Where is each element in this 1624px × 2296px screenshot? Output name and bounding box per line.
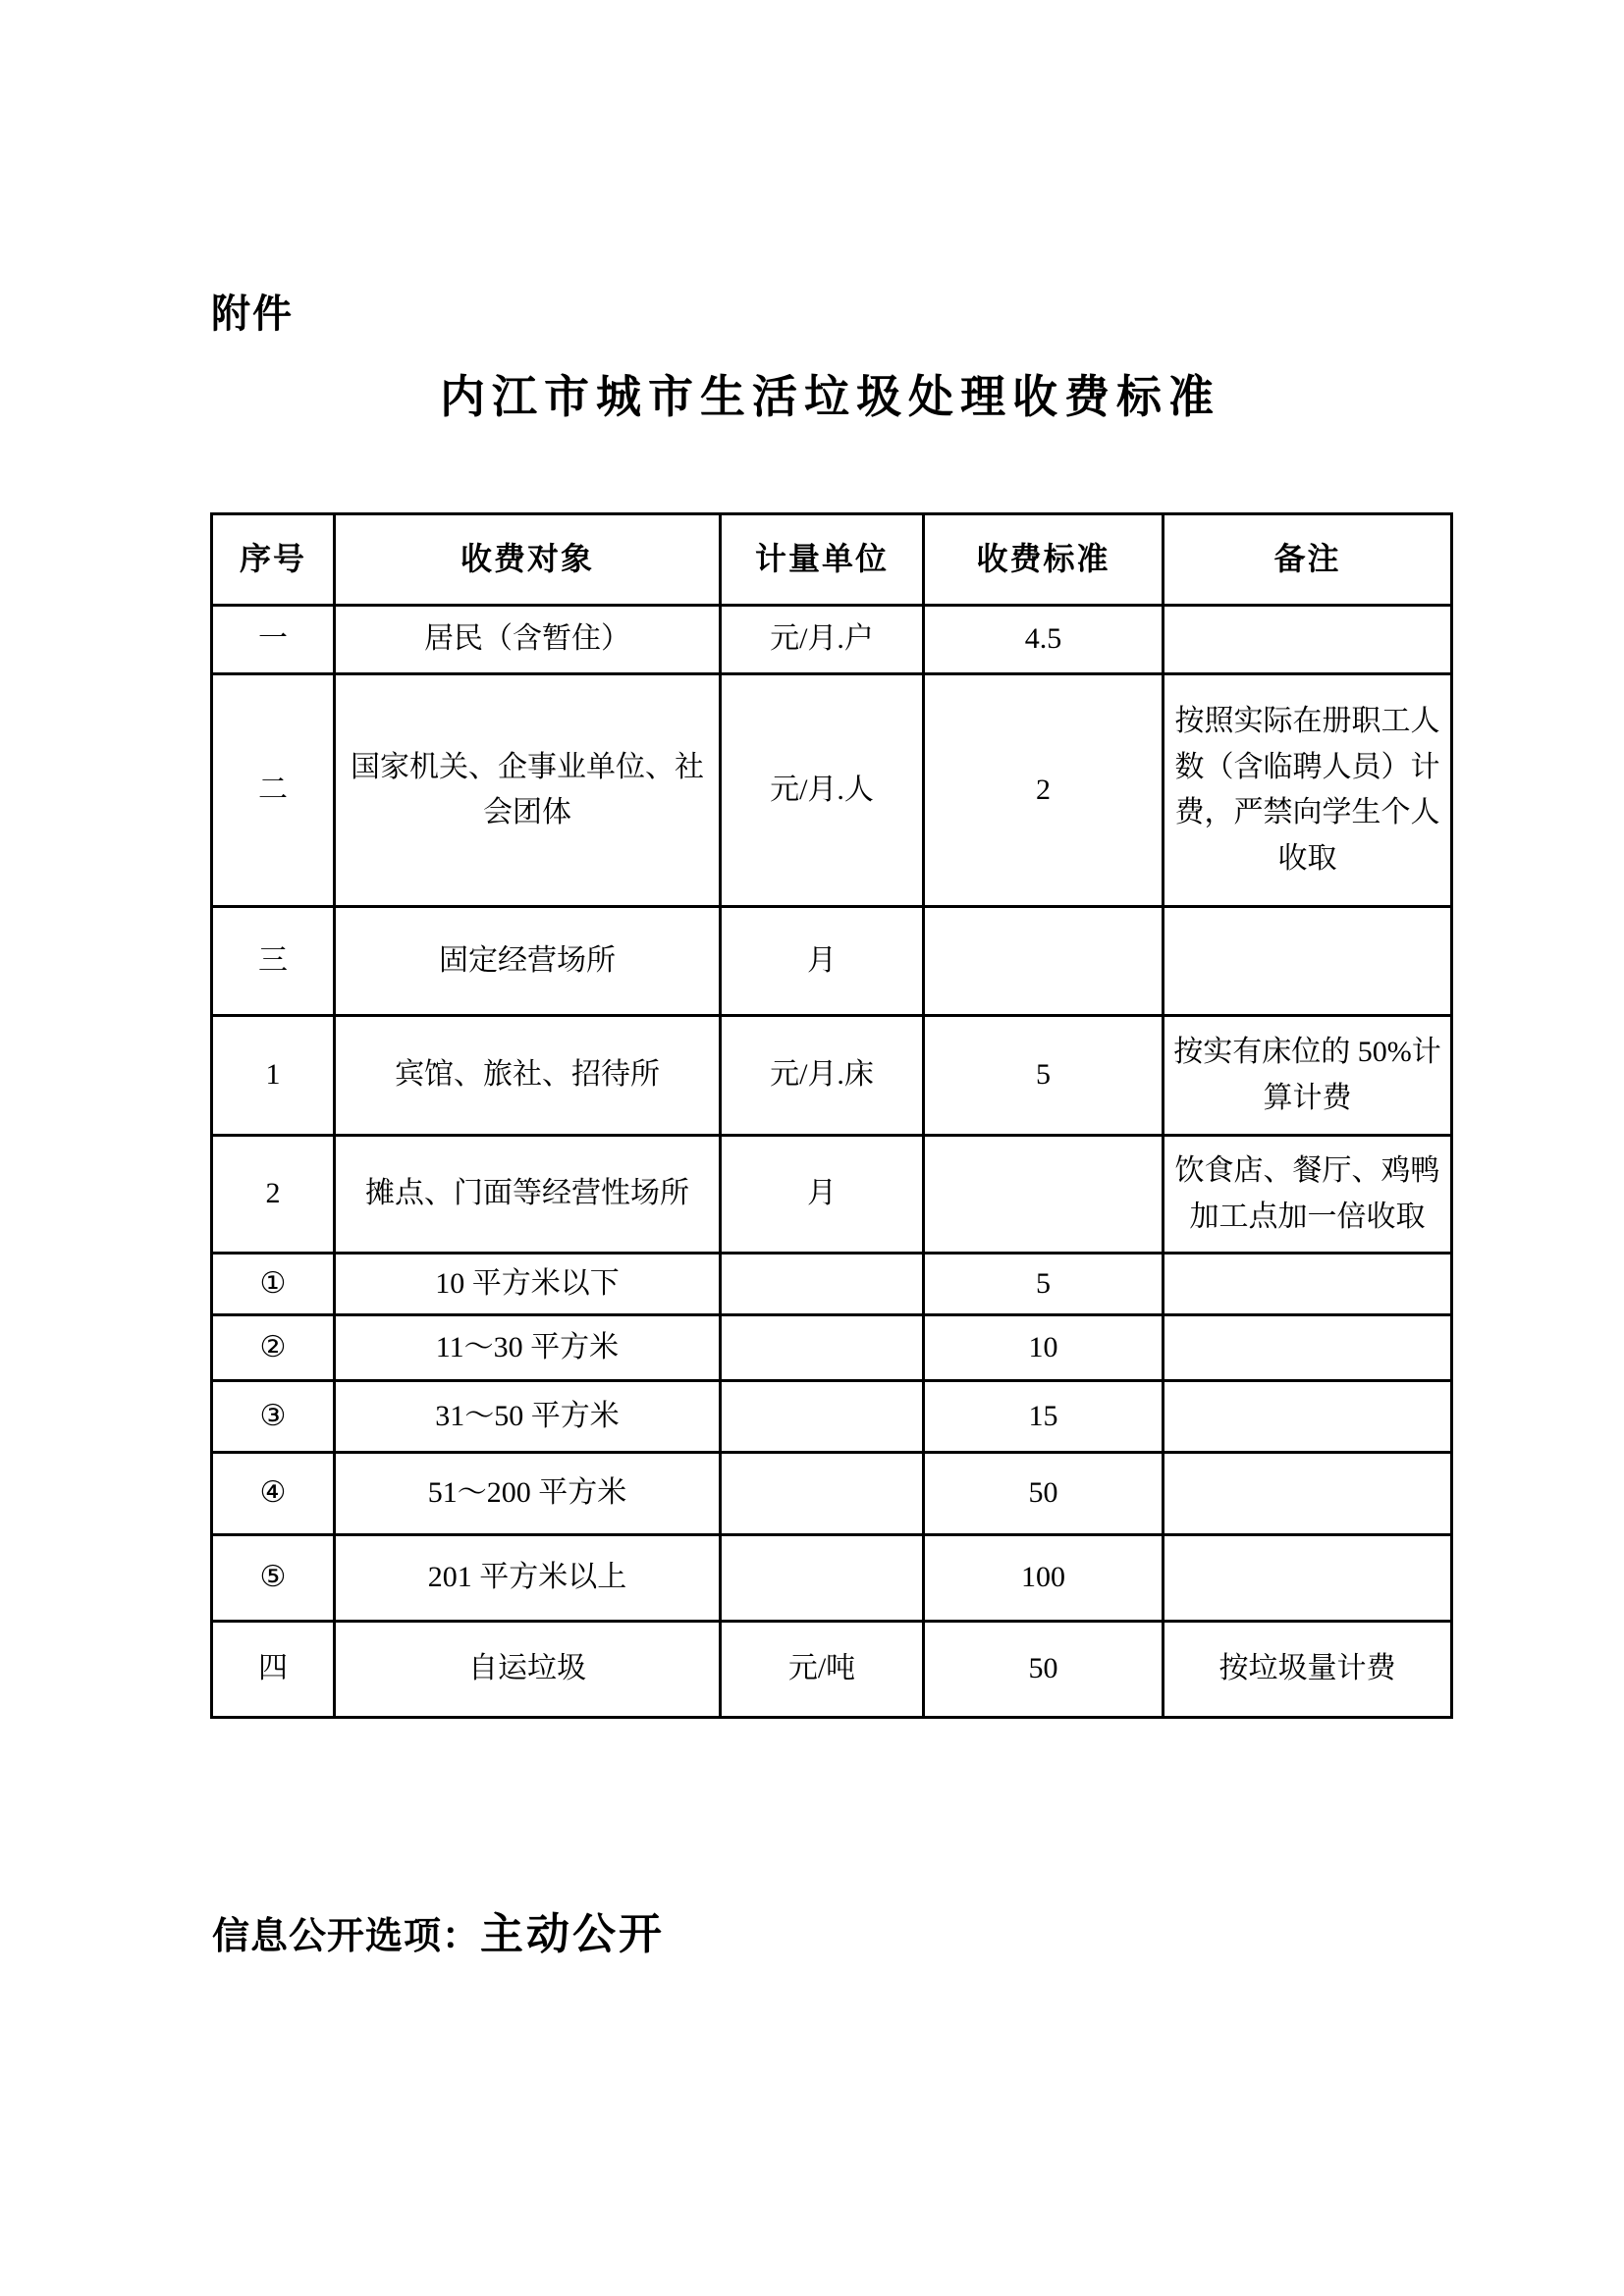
cell-fee: 10 — [924, 1315, 1164, 1381]
table-row — [212, 907, 1452, 1016]
cell-unit — [721, 1254, 924, 1315]
cell-target: 固定经营场所 — [335, 907, 721, 1016]
table-row — [212, 1016, 1452, 1136]
table-row — [212, 1136, 1452, 1254]
table-row — [212, 606, 1452, 674]
cell-fee: 4.5 — [924, 606, 1164, 674]
cell-note — [1164, 1453, 1452, 1535]
header-target: 收费对象 — [335, 514, 721, 606]
cell-unit — [721, 1381, 924, 1453]
cell-seq: 2 — [212, 1136, 335, 1254]
cell-unit: 元/月.床 — [721, 1016, 924, 1136]
table-header-row — [212, 514, 1452, 606]
cell-target: 11～30 平方米 — [335, 1315, 721, 1381]
cell-fee — [924, 907, 1164, 1016]
header-fee: 收费标准 — [924, 514, 1164, 606]
cell-target: 31～50 平方米 — [335, 1381, 721, 1453]
cell-seq: ④ — [212, 1453, 335, 1535]
cell-unit: 元/月.人 — [721, 674, 924, 907]
cell-unit: 月 — [721, 1136, 924, 1254]
disclosure-label: 信息公开选项： — [212, 1916, 481, 1957]
disclosure-value: 主动公开 — [480, 1910, 666, 1958]
cell-seq: 四 — [212, 1622, 335, 1718]
cell-unit: 月 — [721, 907, 924, 1016]
cell-unit: 元/月.户 — [721, 606, 924, 674]
cell-seq: 三 — [212, 907, 335, 1016]
disclosure-line — [212, 1898, 665, 1961]
cell-fee: 50 — [924, 1622, 1164, 1718]
cell-fee: 5 — [924, 1016, 1164, 1136]
cell-seq: ① — [212, 1254, 335, 1315]
cell-note: 按实有床位的 50%计算计费 — [1164, 1016, 1452, 1136]
cell-fee: 50 — [924, 1453, 1164, 1535]
header-note: 备注 — [1164, 514, 1452, 606]
cell-fee: 5 — [924, 1254, 1164, 1315]
cell-target: 51～200 平方米 — [335, 1453, 721, 1535]
cell-note — [1164, 606, 1452, 674]
cell-note — [1164, 1315, 1452, 1381]
cell-note — [1164, 1254, 1452, 1315]
cell-unit — [721, 1535, 924, 1622]
cell-target: 摊点、门面等经营性场所 — [335, 1136, 721, 1254]
cell-seq: ② — [212, 1315, 335, 1381]
cell-unit: 元/吨 — [721, 1622, 924, 1718]
cell-seq: 1 — [212, 1016, 335, 1136]
table-row — [212, 1381, 1452, 1453]
cell-fee: 2 — [924, 674, 1164, 907]
cell-target: 国家机关、企事业单位、社会团体 — [335, 674, 721, 907]
cell-note — [1164, 907, 1452, 1016]
cell-target: 宾馆、旅社、招待所 — [335, 1016, 721, 1136]
cell-target: 201 平方米以上 — [335, 1535, 721, 1622]
cell-seq: 二 — [212, 674, 335, 907]
cell-unit — [721, 1453, 924, 1535]
header-unit: 计量单位 — [721, 514, 924, 606]
document-title: 内江市城市生活垃圾处理收费标准 — [440, 372, 1220, 422]
attachment-label: 附件 — [211, 293, 294, 336]
cell-seq: 一 — [212, 606, 335, 674]
cell-note — [1164, 1535, 1452, 1622]
table-row — [212, 1622, 1452, 1718]
cell-target: 自运垃圾 — [335, 1622, 721, 1718]
cell-fee: 100 — [924, 1535, 1164, 1622]
cell-fee — [924, 1136, 1164, 1254]
cell-note — [1164, 1381, 1452, 1453]
cell-note: 按照实际在册职工人数（含临聘人员）计费，严禁向学生个人收取 — [1164, 674, 1452, 907]
cell-seq: ⑤ — [212, 1535, 335, 1622]
table-row — [212, 1315, 1452, 1381]
cell-seq: ③ — [212, 1381, 335, 1453]
table-row — [212, 1254, 1452, 1315]
table-row — [212, 1453, 1452, 1535]
cell-target: 10 平方米以下 — [335, 1254, 721, 1315]
cell-target: 居民（含暂住） — [335, 606, 721, 674]
table-row — [212, 674, 1452, 907]
header-seq: 序号 — [212, 514, 335, 606]
cell-unit — [721, 1315, 924, 1381]
cell-note: 饮食店、餐厅、鸡鸭加工点加一倍收取 — [1164, 1136, 1452, 1254]
fee-standard-table — [210, 512, 1453, 1719]
table-row — [212, 1535, 1452, 1622]
cell-fee: 15 — [924, 1381, 1164, 1453]
cell-note: 按垃圾量计费 — [1164, 1622, 1452, 1718]
